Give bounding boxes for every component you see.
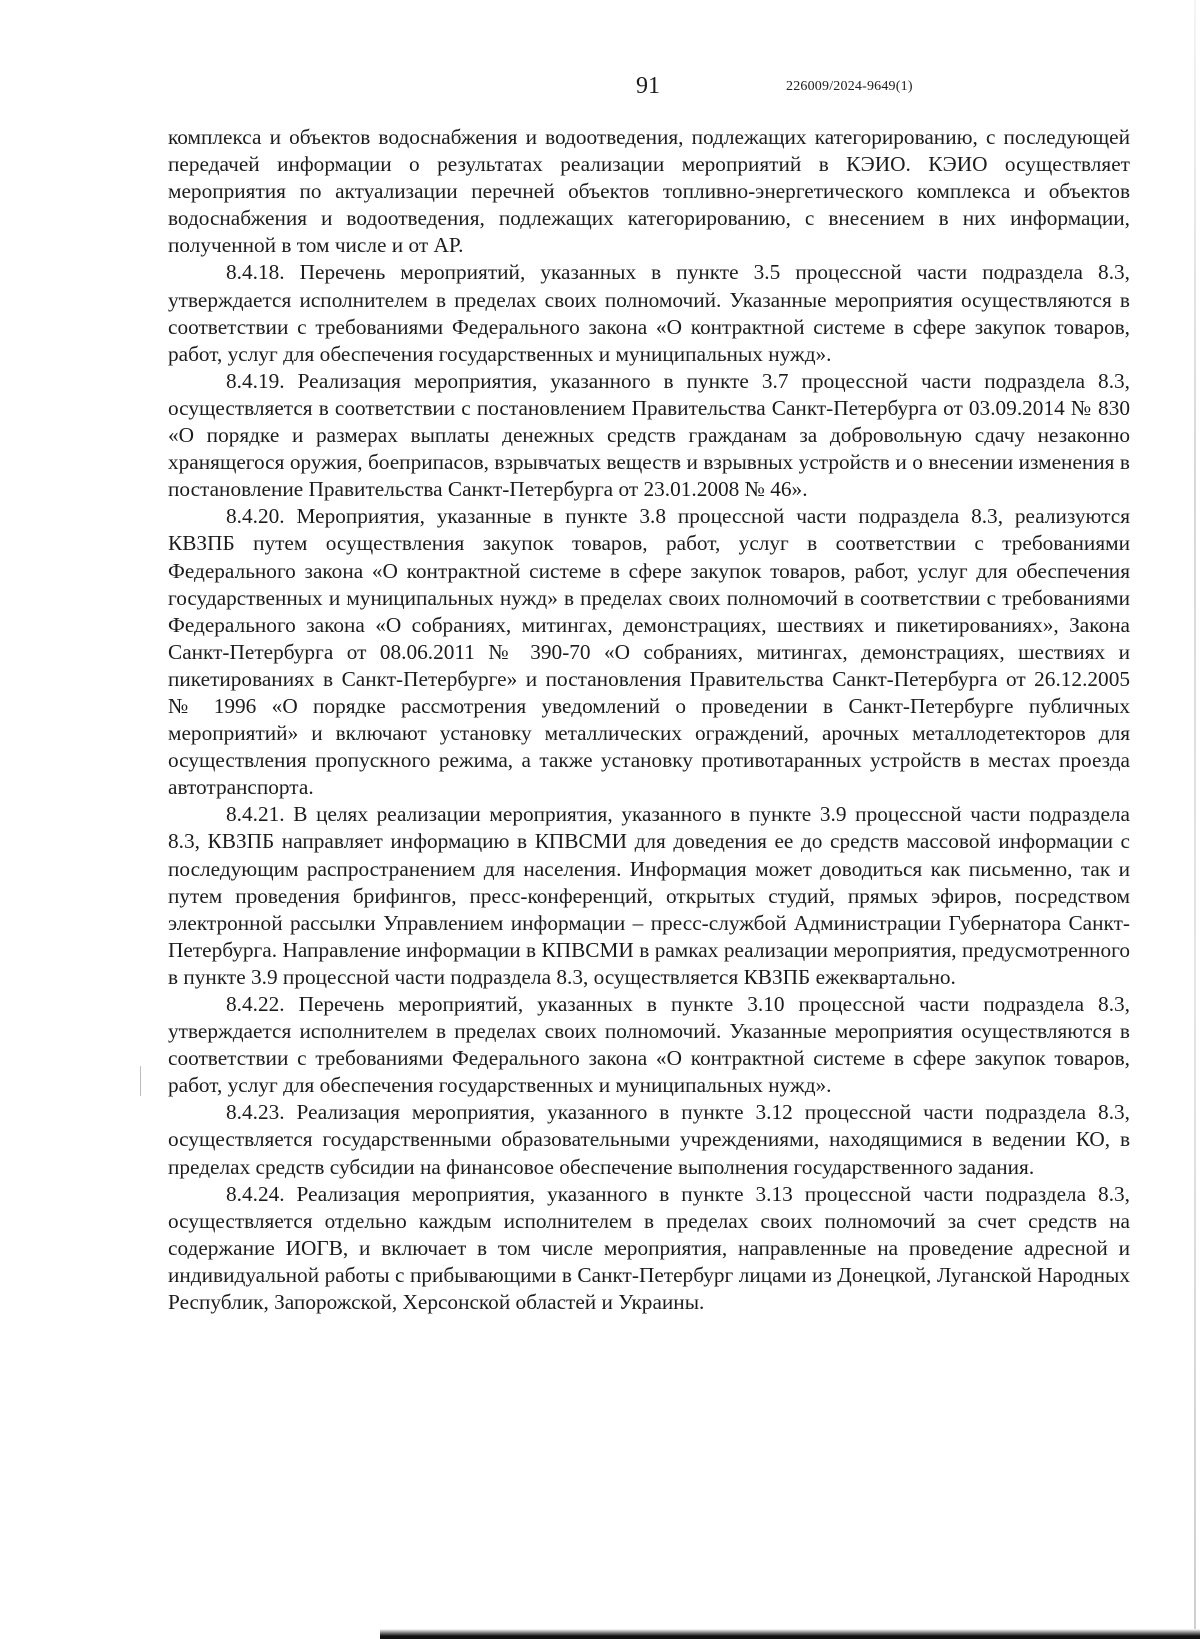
scan-mark [140, 1066, 141, 1096]
scan-edge-right [1194, 0, 1196, 1639]
scan-edge-bottom [380, 1629, 1200, 1639]
page-number: 91 [636, 73, 660, 99]
document-id: 226009/2024-9649(1) [786, 79, 913, 94]
paragraph-8-4-18: 8.4.18. Перечень мероприятий, указанных в пункте 3.5 процессной части подраздела 8.3, утверждается исполнителем в пределах своих полномочий. Указанные мероприятия осуществляются в соответствии с требованиями Федерального закона «О контрактной системе в сфере закупок товаров, работ, услуг для обеспечения государственных и муниципальных нужд». [168, 260, 1130, 366]
paragraph-8-4-20: 8.4.20. Мероприятия, указанные в пункте 3.8 процессной части подраздела 8.3, реализуются КВЗПБ путем осуществления закупок товаров, работ, услуг в соответствии с требованиями Федерального закона «О контрактной системе в сфере закупок товаров, работ, услуг для обеспечения государственных и муниципальных нужд» в пределах своих полномочий в соответствии с требованиями Федерального закона «О собраниях, митингах, демонстрациях, шествиях и пикетированиях», Закона Санкт-Петербурга от 08.06.2011 № 390-70 «О собраниях, митингах, демонстрациях, шествиях и пикетированиях в Санкт-Петербурге» и постановления Правительства Санкт-Петербурга от 26.12.2005 № 1996 «О порядке рассмотрения уведомлений о проведении в Санкт-Петербурге публичных мероприятий» и включают установку металлических ограждений, арочных металлодетекторов для осуществления пропускного режима, а также установку противотаранных устройств в местах проезда автотранспорта. [168, 504, 1130, 800]
paragraph-continuation: комплекса и объектов водоснабжения и водоотведения, подлежащих категорированию, с последующей передачей информации о результатах реализации мероприятий в КЭИО. КЭИО осуществляет мероприятия по актуализации перечней объектов топливно-энергетического комплекса и объектов водоснабжения и водоотведения, подлежащих категорированию, с внесением в них информации, полученной в том числе и от АР. [168, 125, 1130, 258]
document-body [168, 124, 1130, 1316]
paragraph-8-4-22: 8.4.22. Перечень мероприятий, указанных в пункте 3.10 процессной части подраздела 8.3, утверждается исполнителем в пределах своих полномочий. Указанные мероприятия осуществляются в соответствии с требованиями Федерального закона «О контрактной системе в сфере закупок товаров, работ, услуг для обеспечения государственных и муниципальных нужд». [168, 992, 1130, 1098]
page-header [0, 72, 1200, 102]
paragraph-8-4-23: 8.4.23. Реализация мероприятия, указанного в пункте 3.12 процессной части подраздела 8.3, осуществляется государственными образовательными учреждениями, находящимися в ведении КО, в пределах средств субсидии на финансовое обеспечение выполнения государственного задания. [168, 1100, 1130, 1179]
paragraph-8-4-21: 8.4.21. В целях реализации мероприятия, указанного в пункте 3.9 процессной части подраздела 8.3, КВЗПБ направляет информацию в КПВСМИ для доведения ее до средств массовой информации с последующим распространением для населения. Информация может доводиться как письменно, так и путем проведения брифингов, пресс-конференций, открытых студий, прямых эфиров, посредством электронной рассылки Управлением информации – пресс-службой Администрации Губернатора Санкт-Петербурга. Направление информации в КПВСМИ в рамках реализации мероприятия, предусмотренного в пункте 3.9 процессной части подраздела 8.3, осуществляется КВЗПБ ежеквартально. [168, 802, 1130, 989]
paragraph-8-4-19: 8.4.19. Реализация мероприятия, указанного в пункте 3.7 процессной части подраздела 8.3, осуществляется в соответствии с постановлением Правительства Санкт-Петербурга от 03.09.2014 № 830 «О порядке и размерах выплаты денежных средств гражданам за добровольную сдачу незаконно хранящегося оружия, боеприпасов, взрывчатых веществ и взрывных устройств и о внесении изменения в постановление Правительства Санкт-Петербурга от 23.01.2008 № 46». [168, 368, 1130, 502]
paragraph-8-4-24: 8.4.24. Реализация мероприятия, указанного в пункте 3.13 процессной части подраздела 8.3, осуществляется отдельно каждым исполнителем в пределах своих полномочий за счет средств на содержание ИОГВ, и включает в том числе мероприятия, направленные на проведение адресной и индивидуальной работы с прибывающими в Санкт-Петербург лицами из Донецкой, Луганской Народных Республик, Запорожской, Херсонской областей и Украины. [168, 1181, 1130, 1315]
